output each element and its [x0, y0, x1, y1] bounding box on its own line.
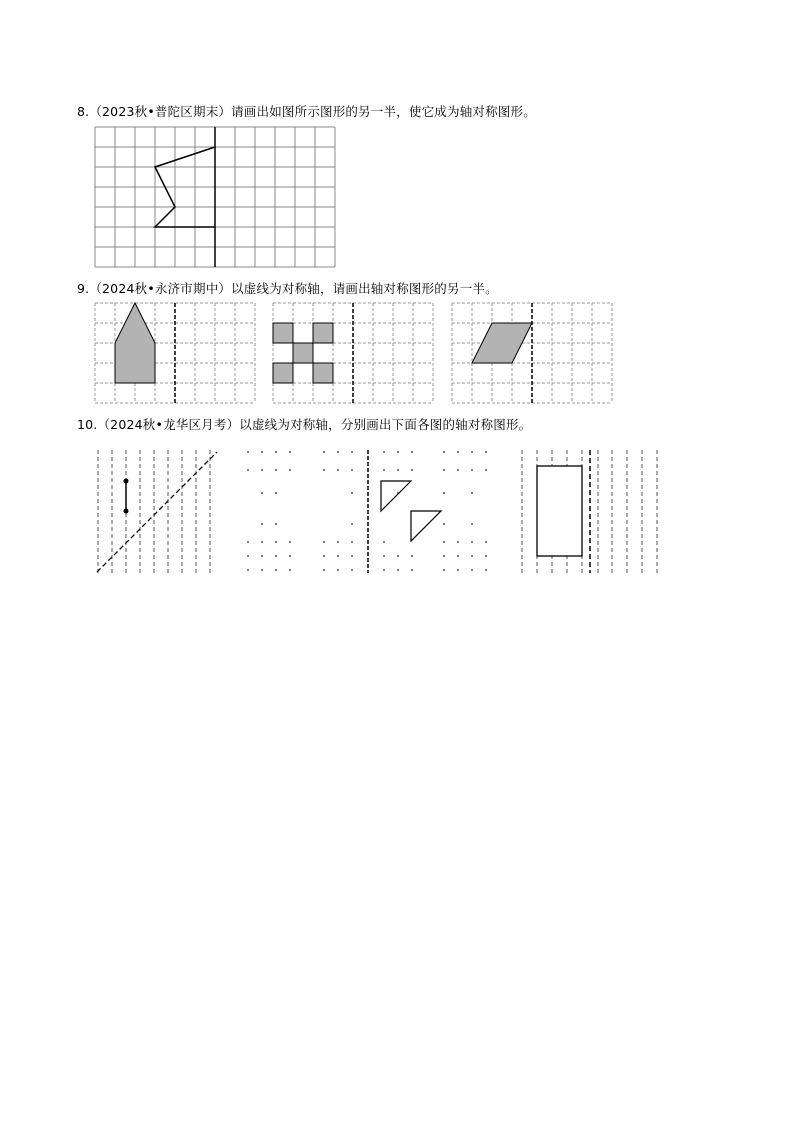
- triangle-shape: [411, 511, 441, 541]
- rectangle-shape: [537, 466, 582, 556]
- triangle-shape: [381, 481, 411, 511]
- question-10-figure-a: [94, 450, 220, 575]
- question-9-figure-a: [94, 302, 256, 404]
- question-10-figure-b: [244, 450, 490, 575]
- question-9-figure-b: [272, 302, 434, 404]
- question-10-figure-c: [518, 450, 662, 575]
- question-8-grid-figure: [94, 126, 336, 268]
- question-10-text: 10.（2024秋•龙华区月考）以虚线为对称轴，分别画出下面各图的轴对称图形。: [77, 417, 532, 432]
- segment-endpoint: [124, 479, 129, 484]
- dot-grid: [247, 451, 487, 571]
- segment-endpoint: [124, 509, 129, 514]
- symmetry-axis: [97, 452, 217, 572]
- question-8-text: 8.（2023秋•普陀区期末）请画出如图所示图形的另一半，使它成为轴对称图形。: [77, 104, 536, 119]
- question-9-text: 9.（2024秋•永济市期中）以虚线为对称轴，请画出轴对称图形的另一半。: [77, 281, 498, 296]
- checker-squares: [273, 323, 333, 383]
- question-9-figure-c: [451, 302, 613, 404]
- pentagon-shape: [115, 303, 155, 383]
